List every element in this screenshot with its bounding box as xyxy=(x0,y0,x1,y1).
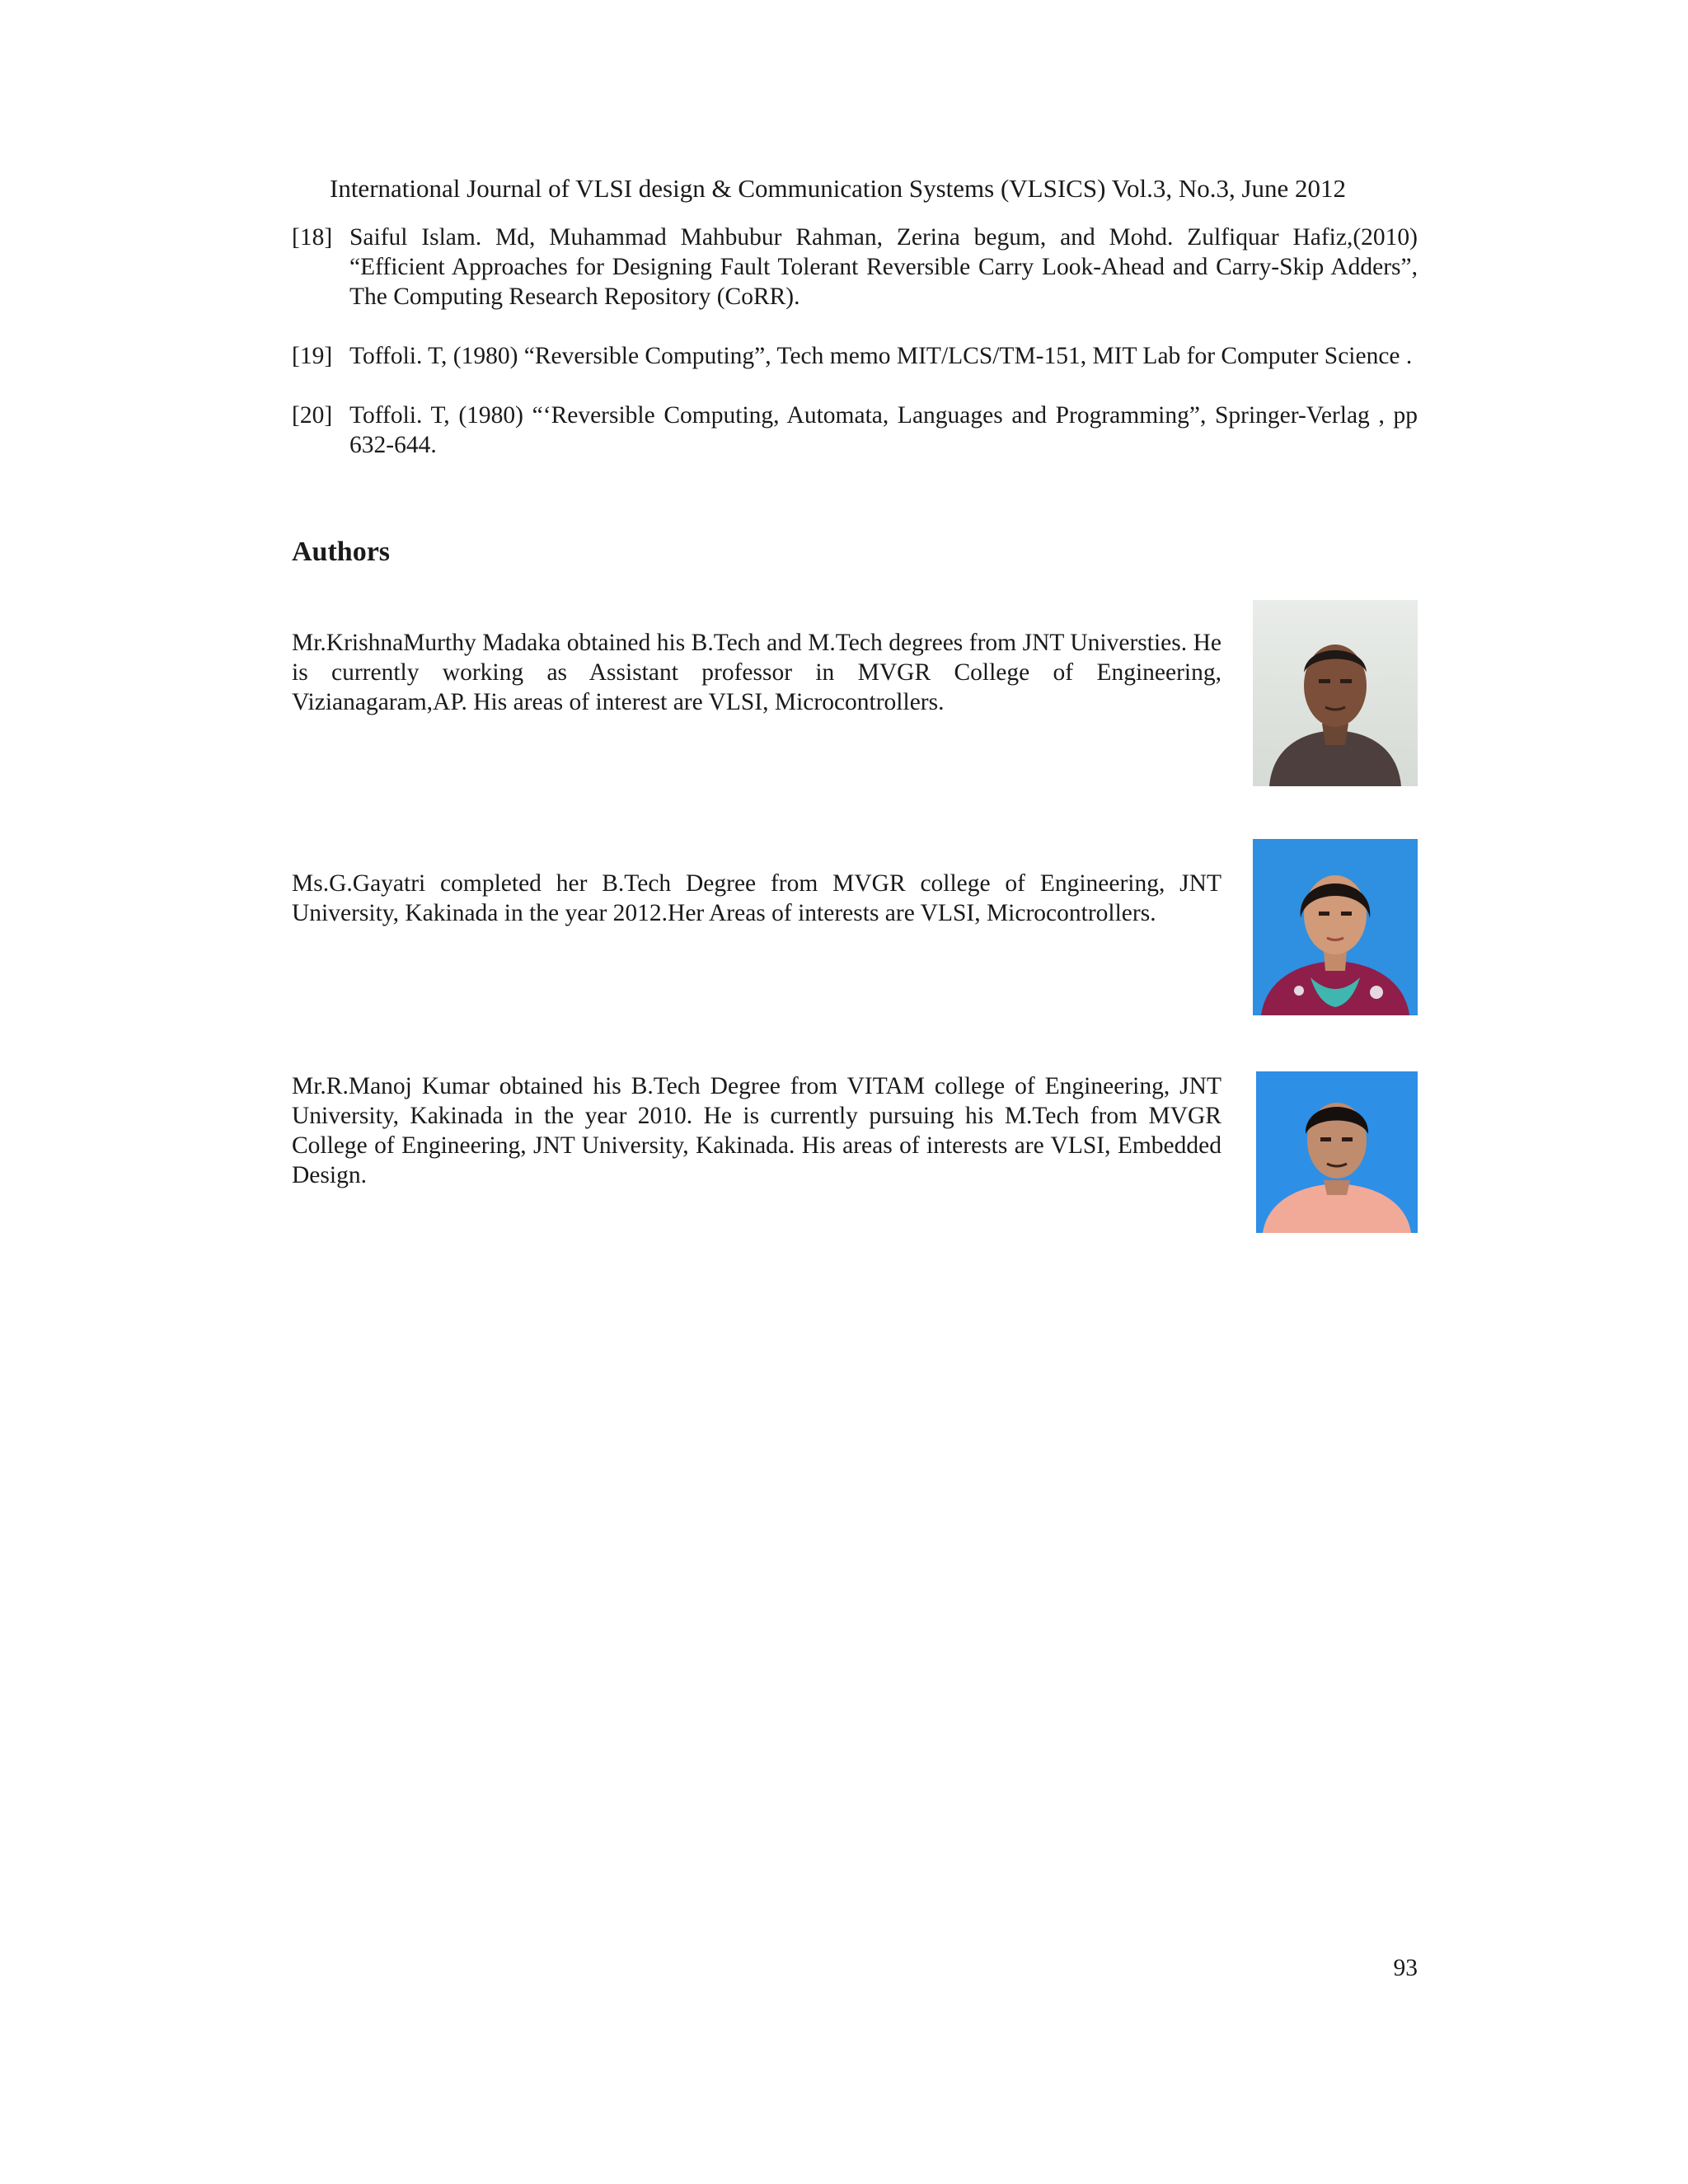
reference-item-19 xyxy=(292,341,1418,371)
page-number: 93 xyxy=(1393,1955,1418,1981)
author-block-1 xyxy=(292,600,1418,790)
author-photo-icon xyxy=(1253,600,1418,786)
author-block-2 xyxy=(292,839,1418,1017)
authors-heading: Authors xyxy=(292,537,391,567)
reference-number: [18] xyxy=(292,224,333,251)
reference-item-20 xyxy=(292,401,1418,460)
reference-text: Saiful Islam. Md, Muhammad Mahbubur Rahman, Zerina begum, and Mohd. Zulfiquar Hafiz,(2010) “Efficient Approaches for Designing Fault Tolerant Reversible Carry Look-Ahead and Carry-Skip Adders”, The Computing Research Repository (CoRR). xyxy=(349,224,1418,310)
reference-text: Toffoli. T, (1980) “Reversible Computing”, Tech memo MIT/LCS/TM-151, MIT Lab for Computer Science . xyxy=(349,343,1413,369)
author-bio: Mr.KrishnaMurthy Madaka obtained his B.Tech and M.Tech degrees from JNT Universties. He is currently working as Assistant professor in MVGR College of Engineering, Vizianagaram,AP. His areas of interest are VLSI, Microcontrollers. xyxy=(292,630,1221,715)
author-block-3 xyxy=(292,1071,1418,1236)
running-header: International Journal of VLSI design & Communication Systems (VLSICS) Vol.3, No.3, June 2012 xyxy=(330,174,1347,203)
author-photo-icon xyxy=(1256,1071,1418,1233)
reference-item-18 xyxy=(292,223,1418,312)
reference-list xyxy=(292,223,1418,490)
reference-number: [19] xyxy=(292,343,333,369)
reference-number: [20] xyxy=(292,402,333,429)
author-bio: Mr.R.Manoj Kumar obtained his B.Tech Degree from VITAM college of Engineering, JNT University, Kakinada in the year 2010. He is currently pursuing his M.Tech from MVGR College of Engineering, JNT University, Kakinada. His areas of interests are VLSI, Embedded Design. xyxy=(292,1073,1221,1188)
reference-text: Toffoli. T, (1980) “‘Reversible Computing, Automata, Languages and Programming”, Springer-Verlag , pp 632-644. xyxy=(349,402,1418,458)
author-photo-icon xyxy=(1253,839,1418,1015)
author-bio: Ms.G.Gayatri completed her B.Tech Degree from MVGR college of Engineering, JNT University, Kakinada in the year 2012.Her Areas of interests are VLSI, Microcontrollers. xyxy=(292,870,1221,926)
